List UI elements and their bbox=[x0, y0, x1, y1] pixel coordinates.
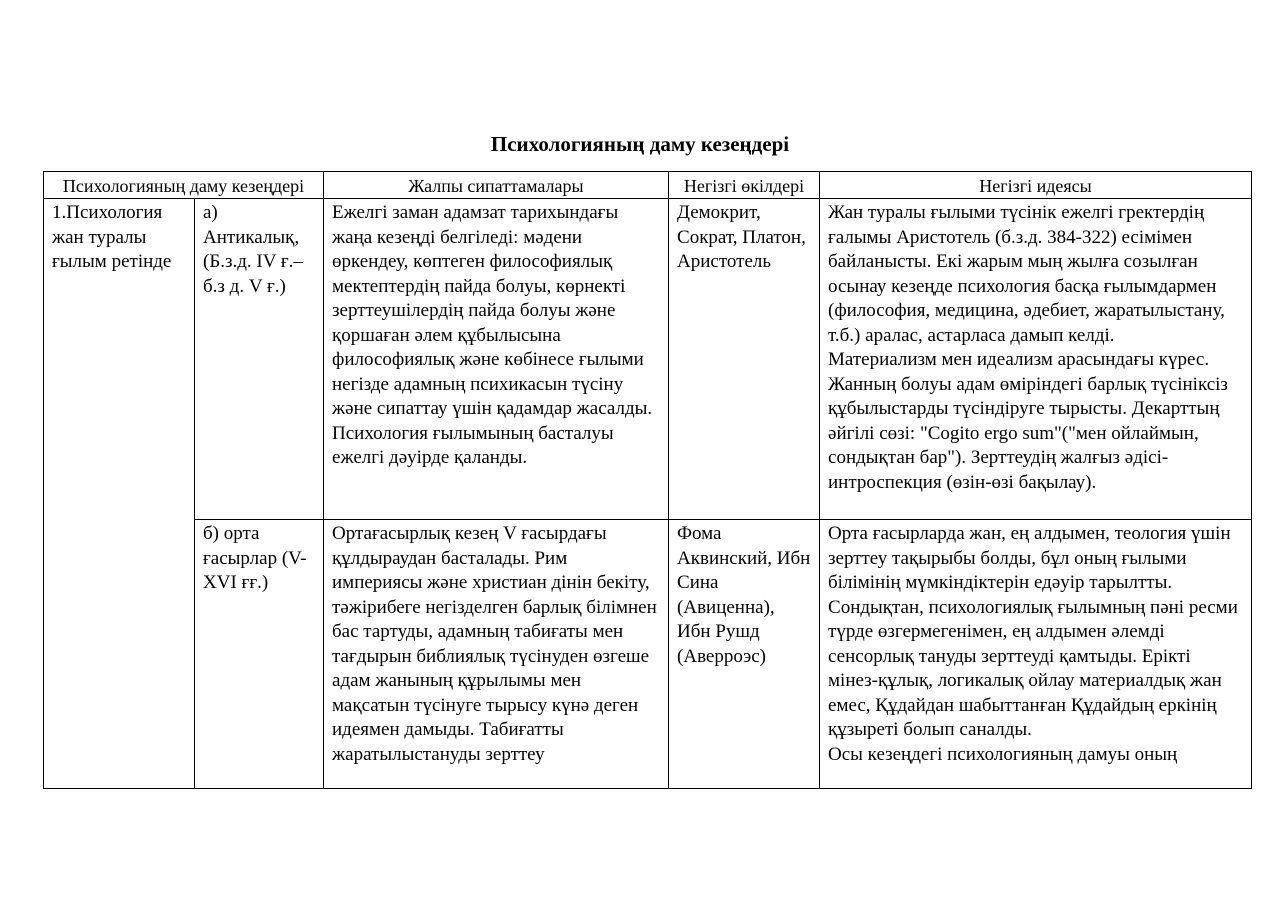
representatives-cell bbox=[669, 520, 820, 789]
stage-cell: 1.Психология жан туралы ғылым ретінде bbox=[44, 199, 195, 789]
idea-paragraph: Жан туралы ғылыми түсінік ежелгі гректердің ғалымы Аристотель (б.з.д. 384-322) есімімен байланысты. Екі жарым мың жылға созылған осынау кезеңде психология басқа ғылымдармен (философия, медицина, әдебиет, жаратылыстану, т.б.) аралас, астарласа дамып келді. bbox=[828, 202, 1225, 346]
table-row bbox=[44, 199, 1252, 520]
document-title: Психологияның даму кезеңдері bbox=[490, 132, 790, 156]
stages-table bbox=[43, 171, 1252, 789]
table-row bbox=[44, 520, 1252, 789]
header-representatives: Негізгі өкілдері bbox=[669, 172, 820, 199]
idea-text bbox=[828, 522, 1243, 788]
idea-paragraph: Материализм мен идеализм арасындағы күрес. Жанның болуы адам өміріндегі барлық түсініксіз құбылыстарды түсіндіруге тырысты. Декарттың әйгілі сөзі: "Cogito ergo sum"("мен ойлаймын, сондықтан бар"). Зерттеудің жалғыз әдісі-интроспекция (өзін-өзі бақылау). bbox=[828, 349, 1228, 493]
header-stages: Психологияның даму кезеңдері bbox=[44, 172, 324, 199]
period-cell: а) Антикалық, (Б.з.д. IV ғ.– б.з д. V ғ.) bbox=[195, 199, 324, 520]
description-cell: Ежелгі заман адамзат тарихындағы жаңа кезеңді белгіледі: мәдени өркендеу, көптеген философиялық мектептердің пайда болуы, көрнекті зерттеушілердің пайда болуы және қоршаған әлем құбылысына философиялық және көбінесе ғылыми негізде адамның психикасын түсіну және сипаттау үшін қадамдар жасалды. Психология ғылымының басталуы ежелгі дәуірде қаланды. bbox=[324, 199, 669, 520]
period-text: б) орта ғасырлар (V-XVI ғғ.) bbox=[203, 523, 307, 593]
representatives-cell: Демокрит, Сократ, Платон, Аристотель bbox=[669, 199, 820, 520]
idea-cell bbox=[820, 520, 1252, 789]
period-cell bbox=[195, 520, 324, 789]
description-text: Ортағасырлық кезең V ғасырдағы құлдыраудан басталады. Рим империясы және христиан дінін бекіту, тәжірибеге негізделген барлық білімнен бас тартуды, адамның табиғаты мен тағдырын библиялық түсінуден өзгеше адам жанының құрылымы мен мақсатын түсінуге тырысу күнә деген идеямен дамыды. Табиғатты жаратылыстануды зерттеу bbox=[332, 523, 657, 765]
idea-paragraph: Осы кезеңдегі психологияның дамуы оның bbox=[828, 743, 1178, 765]
idea-cell bbox=[820, 199, 1252, 520]
idea-paragraph: Орта ғасырларда жан, ең алдымен, теология үшін зерттеу тақырыбы болды, бұл оның ғылыми білімінің мүмкіндіктерін едәуір тарылтты. Сондықтан, психологиялық ғылымның пәні ресми түрде өзгермегенімен, ең алдымен әлемді сенсорлық тануды зерттеуді қамтыды. Ерікті мінез-құлық, логикалық ойлау материалдық жан емес, Құдайдан шабыттанған Құдайдың еркінің құзыреті болып саналды. bbox=[828, 523, 1238, 740]
description-cell bbox=[324, 520, 669, 789]
header-main-idea: Негізгі идеясы bbox=[820, 172, 1252, 199]
header-characteristics: Жалпы сипаттамалары bbox=[324, 172, 669, 199]
representatives-text: Фома Аквинский, Ибн Сина (Авиценна), Ибн Рушд (Аверроэс) bbox=[677, 523, 811, 667]
table-header-row bbox=[44, 172, 1252, 199]
